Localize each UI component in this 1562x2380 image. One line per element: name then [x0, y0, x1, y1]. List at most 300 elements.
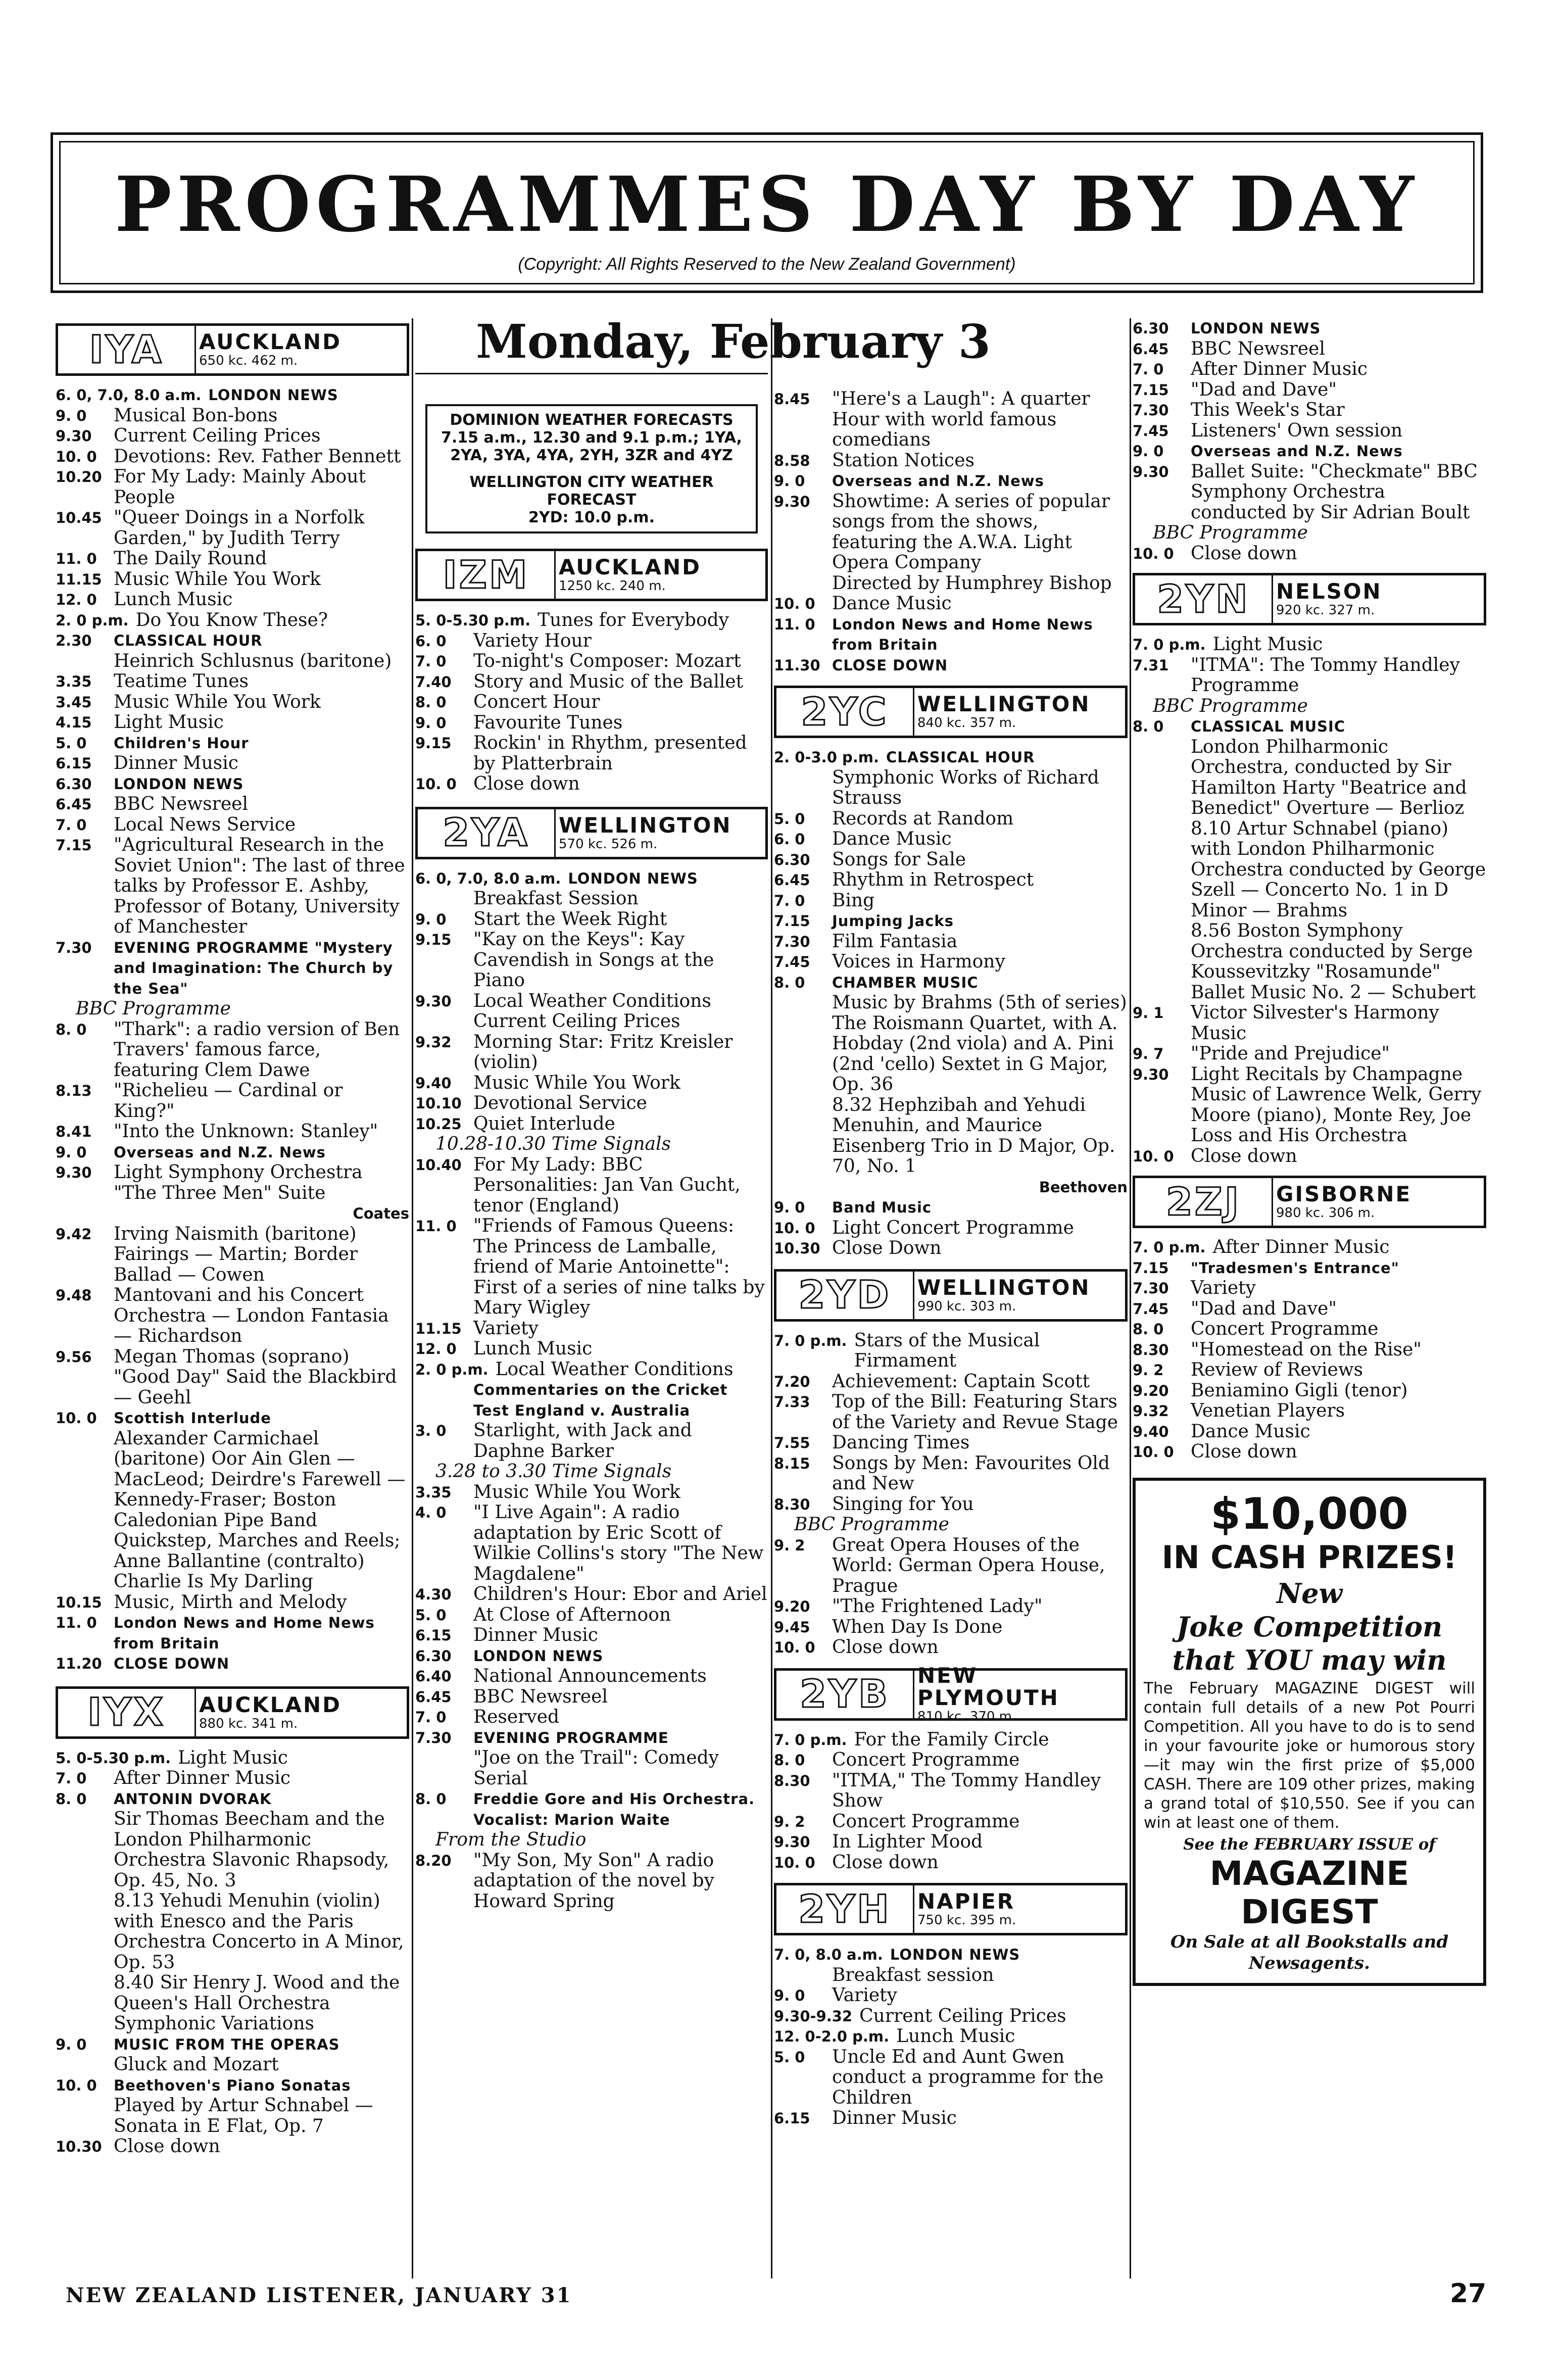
programme-time: 10.45 — [56, 509, 102, 526]
programme-time: 7.15 — [1133, 381, 1169, 399]
programme-time: 9.30 — [415, 992, 452, 1010]
programme-entry — [774, 1331, 1128, 1372]
programme-time — [1133, 819, 1191, 921]
station-city: WELLINGTON — [917, 692, 1091, 716]
programme-description: Music by Brahms (5th of series) The Roismann Quartet, with A. Hobday (2nd viola) and A. Pini (2nd 'cello) Sextet in G Major, Op. 36 — [832, 992, 1127, 1095]
ad-magazine-name-2: DIGEST — [1241, 1892, 1378, 1931]
programme-entry — [774, 952, 1128, 973]
ad-see-issue: See the FEBRUARY ISSUE of — [1183, 1835, 1436, 1854]
station-frequency: 750 kc. 395 m. — [917, 1913, 1016, 1928]
programme-entry — [56, 1347, 409, 1408]
programme-time: 9. 1 — [1133, 1004, 1164, 1022]
programme-time: 6.45 — [56, 796, 92, 813]
programme-entry — [56, 1408, 409, 1429]
programme-entry — [56, 1162, 409, 1203]
programme-description: 8.13 Yehudi Menuhin (violin) with Enesco and the Paris Orchestra Concerto in A Minor, Op. 53 — [114, 1890, 404, 1973]
programme-description: Uncle Ed and Aunt Gwen conduct a programme for the Children — [832, 2046, 1104, 2108]
programme-entry — [56, 1613, 409, 1654]
programme-description: "Pride and Prejudice" — [1191, 1043, 1390, 1064]
programme-time: 8.13 — [56, 1082, 92, 1099]
programme-description: Variety — [1191, 1278, 1256, 1298]
programme-description: Achievement: Captain Scott — [832, 1371, 1090, 1392]
programme-time: 8. 0 — [774, 974, 805, 991]
programme-description: Voices in Harmony — [832, 951, 1005, 972]
programme-description: Directed by Humphrey Bishop — [832, 572, 1112, 594]
programme-description: "The Frightened Lady" — [832, 1596, 1043, 1617]
programme-entry — [56, 2034, 409, 2055]
programme-list — [774, 1945, 1128, 2129]
programme-description: LONDON NEWS — [568, 869, 698, 887]
programme-time: 7. 0 p.m. — [774, 1731, 847, 1748]
programme-description: 8.10 Artur Schnabel (piano) with London Philharmonic Orchestra conducted by George Szell — Concerto No. 1 in D Minor — Brahms — [1191, 818, 1486, 921]
station-banner-1ya — [56, 323, 409, 376]
programme-entry — [774, 471, 1128, 492]
station-banner-1zm — [415, 549, 768, 601]
programme-entry — [415, 1707, 768, 1728]
programme-description: Top of the Bill: Featuring Stars of the Variety and Revue Stage — [832, 1391, 1118, 1433]
programme-description: Start the Week Right — [473, 908, 667, 930]
programme-entry — [774, 1617, 1128, 1638]
programme-time: 7. 0, 8.0 a.m. — [774, 1946, 883, 1963]
programme-entry — [415, 1073, 768, 1094]
weather-forecast-box — [425, 404, 758, 533]
programme-description: Lunch Music — [114, 589, 233, 610]
programme-description: "Kay on the Keys": Kay Cavendish in Songs at the Piano — [473, 929, 714, 991]
programme-time: 9. 0 — [774, 1987, 805, 2004]
programme-entry — [774, 2047, 1128, 2109]
programme-entry — [774, 2006, 1128, 2027]
programme-time: 9. 0 — [774, 1199, 805, 1216]
programme-time: 10. 0 — [774, 1854, 815, 1871]
programme-entry — [1133, 318, 1486, 339]
programme-description: Sir Thomas Beecham and the London Philharmonic Orchestra Slavonic Rhapsody, Op. 45, No. 3 — [114, 1809, 389, 1891]
programme-entry — [56, 1122, 409, 1142]
programme-time: 7.30 — [1133, 1280, 1169, 1297]
station-city: WELLINGTON — [559, 812, 732, 838]
programme-time: 8. 0 — [56, 1790, 87, 1808]
programme-entry — [774, 809, 1128, 830]
programme-description: Variety Hour — [473, 630, 592, 651]
programme-entry — [774, 2108, 1128, 2129]
programme-note: BBC Programme — [1153, 522, 1308, 543]
programme-description: Beethoven's Piano Sonatas — [114, 2076, 351, 2094]
programme-time: 2. 0 p.m. — [56, 611, 129, 629]
programme-entry — [1133, 1278, 1486, 1299]
programme-time: 10.15 — [56, 1593, 102, 1611]
programme-entry — [415, 651, 768, 672]
programme-entry — [56, 774, 409, 795]
programme-description: LONDON NEWS — [473, 1647, 604, 1665]
programme-entry — [56, 753, 409, 774]
programme-description: Breakfast Session — [473, 888, 639, 909]
programme-time: 9. 0 — [774, 472, 805, 490]
programme-time — [774, 1095, 832, 1177]
programme-time: 8.20 — [415, 1852, 452, 1869]
programme-description: Ballet Suite: "Checkmate" BBC Symphony Orchestra conducted by Sir Adrian Boult — [1191, 461, 1478, 523]
programme-time: 7.31 — [1133, 656, 1169, 674]
programme-time: 10.20 — [56, 468, 102, 485]
programme-entry — [415, 1421, 768, 1462]
station-frequency: 840 kc. 357 m. — [917, 715, 1016, 731]
programme-description: Children's Hour: Ebor and Ariel — [473, 1584, 767, 1605]
programme-time — [56, 2055, 114, 2075]
programme-description: Favourite Tunes — [473, 712, 623, 733]
station-banner-1yx — [56, 1686, 409, 1739]
programme-description: CLASSICAL HOUR — [886, 749, 1035, 766]
station-banner-2yd — [774, 1269, 1128, 1322]
programme-time — [56, 651, 114, 672]
programme-description: Close down — [1191, 1441, 1297, 1462]
programme-time: 9. 0 — [56, 2035, 87, 2053]
programme-time: 9.15 — [415, 931, 452, 948]
programme-time: 9. 2 — [1133, 1362, 1164, 1379]
programme-time: 9.40 — [415, 1074, 452, 1092]
programme-description: Irving Naismith (baritone) Fairings — Martin; Border Ballad — Cowen — [114, 1223, 358, 1285]
programme-description: LONDON NEWS — [1191, 320, 1321, 337]
programme-description: London News and Home News from Britain — [114, 1614, 375, 1652]
programme-description: Concert Programme — [832, 1811, 1020, 1832]
programme-description: CLASSICAL HOUR — [114, 632, 263, 649]
programme-entry — [56, 712, 409, 733]
programme-time: 3.35 — [415, 1483, 452, 1501]
programme-description: Overseas and N.Z. News — [832, 472, 1044, 490]
programme-entry — [56, 630, 409, 651]
programme-entry — [415, 1093, 768, 1114]
programme-entry — [1133, 544, 1486, 564]
programme-time: 7. 0 — [56, 816, 87, 834]
programme-description: Records at Random — [832, 808, 1014, 829]
programme-entry — [774, 1197, 1128, 1218]
programme-description: BBC Newsreel — [114, 794, 248, 814]
programme-time: 9. 2 — [774, 1536, 805, 1554]
programme-entry — [415, 692, 768, 713]
programme-time: 8.58 — [774, 452, 810, 469]
programme-entry — [56, 1891, 409, 1973]
programme-description: Devotional Service — [473, 1093, 647, 1113]
programme-entry — [56, 2075, 409, 2096]
programme-description: Light Music — [178, 1747, 288, 1768]
programme-time: 7.15 — [774, 912, 810, 930]
column-rule — [771, 318, 772, 2278]
programme-entry — [1133, 1360, 1486, 1381]
programme-entry — [774, 1730, 1128, 1751]
station-info — [1272, 575, 1484, 623]
programme-entry — [415, 1625, 768, 1646]
weather-times: 7.15 a.m., 12.30 and 9.1 p.m.; 1YA, 2YA, 3YA, 4YA, 2YH, 3ZR and 4YZ — [441, 429, 742, 464]
programme-entry — [1133, 1299, 1486, 1320]
station-frequency: 1250 kc. 240 m. — [559, 578, 666, 594]
programme-description: Victor Silvester's Harmony Music — [1191, 1002, 1439, 1044]
programme-description: National Announcements — [473, 1666, 707, 1686]
programme-time: 7.55 — [774, 1434, 810, 1451]
masthead — [51, 132, 1483, 293]
programme-description: Lunch Music — [896, 2026, 1015, 2047]
programme-list — [1133, 1237, 1486, 1463]
programme-time: 6.15 — [774, 2110, 810, 2127]
programme-entry — [774, 1965, 1128, 1986]
programme-time: 9.30-9.32 — [774, 2007, 853, 2025]
page-number: 27 — [1450, 2278, 1487, 2309]
ad-headline-3: that YOU may win — [1172, 1643, 1447, 1676]
programme-time: 4.15 — [56, 714, 92, 731]
programme-time: 8. 0 — [1133, 718, 1164, 735]
station-call-sign: IZM — [443, 552, 529, 597]
programme-time: 10.10 — [415, 1095, 462, 1112]
programme-entry — [56, 1789, 409, 1810]
programme-time: 7.20 — [774, 1373, 810, 1390]
programme-description: Breakfast session — [832, 1964, 994, 1985]
programme-entry — [774, 829, 1128, 850]
programme-description: "I Live Again": A radio adaptation by Eric Scott of Wilkie Collins's story "The New Magdalene" — [473, 1502, 764, 1584]
masthead-inner-border — [59, 141, 1475, 284]
programme-entry — [56, 385, 409, 406]
programme-time: 6.30 — [774, 851, 810, 868]
programme-description: Symphonic Works of Richard Strauss — [832, 767, 1099, 808]
station-info — [913, 1885, 1125, 1933]
programme-description: Commentaries on the Cricket Test England v. Australia — [473, 1381, 728, 1419]
programme-entry — [774, 1218, 1128, 1239]
programme-time — [56, 2096, 114, 2136]
programme-description: After Dinner Music — [1191, 359, 1368, 379]
programme-time: 10. 0 — [56, 2076, 97, 2094]
programme-time: 12. 0-2.0 p.m. — [774, 2028, 890, 2045]
programme-time: 10. 0 — [1133, 545, 1174, 562]
programme-entry — [56, 1019, 409, 1081]
programme-description: Dance Music — [1191, 1421, 1310, 1442]
programme-entry — [1133, 1003, 1486, 1044]
programme-description: Close down — [114, 2136, 220, 2157]
programme-time: 6. 0 — [415, 632, 447, 650]
programme-entry — [1133, 1442, 1486, 1463]
programme-description: Do You Know These? — [135, 609, 328, 630]
programme-description: Music While You Work — [114, 691, 321, 712]
programme-time — [415, 889, 473, 909]
programme-time: 7.15 — [56, 837, 92, 854]
programme-description: Mantovani and his Concert Orchestra — London Fantasia — Richardson — [114, 1285, 389, 1346]
column-1 — [56, 318, 409, 2157]
programme-time: 9. 7 — [1133, 1045, 1164, 1062]
programme-time: 5. 0 — [56, 734, 87, 752]
programme-description: Close down — [1191, 543, 1297, 564]
programme-time: 2.30 — [56, 632, 92, 649]
station-call-sign: IYX — [87, 1689, 165, 1735]
programme-time: 9.42 — [56, 1225, 92, 1243]
programme-entry — [415, 1482, 768, 1503]
programme-time: 6.30 — [56, 775, 92, 793]
programme-time: 9. 0 — [56, 1143, 87, 1161]
programme-entry — [1133, 462, 1486, 523]
programme-description: Venetian Players — [1191, 1400, 1345, 1421]
programme-time: 9.30 — [1133, 463, 1169, 480]
programme-time: 9.30 — [774, 493, 810, 510]
programme-entry — [415, 1748, 768, 1789]
programme-time — [56, 1809, 114, 1891]
programme-description: MUSIC FROM THE OPERAS — [114, 2035, 340, 2053]
programme-time — [1133, 737, 1191, 819]
programme-note: BBC Programme — [794, 1514, 949, 1535]
programme-description: Close Down — [832, 1238, 942, 1258]
programme-entry — [1133, 441, 1486, 462]
programme-entry — [1133, 1064, 1486, 1146]
programme-entry — [774, 655, 1128, 676]
programme-description: Scottish Interlude — [114, 1410, 271, 1427]
programme-time: 6. 0, 7.0, 8.0 a.m. — [415, 869, 561, 887]
programme-description: This Week's Star — [1191, 400, 1345, 420]
programme-description: Dance Music — [832, 593, 952, 614]
programme-entry — [774, 1372, 1128, 1392]
station-frequency: 810 kc. 370 m. — [917, 1709, 1016, 1724]
programme-description: Bing — [832, 890, 875, 911]
station-call-sign: IYA — [89, 326, 164, 372]
programme-entry — [774, 1238, 1128, 1259]
programme-description: BBC Newsreel — [473, 1686, 608, 1707]
column-4 — [1133, 318, 1486, 1986]
programme-entry — [56, 447, 409, 467]
programme-time: 4.30 — [415, 1586, 452, 1603]
programme-entry — [774, 1535, 1128, 1597]
programme-time: 12. 0 — [56, 591, 97, 608]
programme-time: 8. 0 — [1133, 1321, 1164, 1338]
programme-description: Concert Hour — [473, 692, 600, 712]
programme-time: 10.25 — [415, 1115, 462, 1133]
programme-entry — [415, 1216, 768, 1319]
programme-description: "Into the Unknown: Stanley" — [114, 1121, 378, 1142]
programme-note: 10.28-10.30 Time Signals — [435, 1134, 671, 1154]
programme-entry — [56, 508, 409, 549]
programme-description: Music While You Work — [473, 1072, 680, 1093]
programme-entry — [56, 1429, 409, 1592]
programme-list — [774, 1730, 1128, 1873]
programme-time: 10. 0 — [1133, 1147, 1174, 1165]
programme-description: EVENING PROGRAMME "Mystery and Imagination: The Church by the Sea" — [114, 939, 394, 997]
programme-description: Songs for Sale — [832, 849, 966, 870]
programme-entry — [415, 1319, 768, 1339]
programme-time: 9.20 — [1133, 1382, 1169, 1399]
programme-time: 10. 0 — [415, 775, 457, 793]
programme-description: Dinner Music — [473, 1625, 598, 1645]
programme-time: 7. 0 — [415, 653, 447, 670]
programme-entry — [56, 1142, 409, 1163]
programme-description: When Day Is Done — [832, 1616, 1003, 1637]
programme-entry — [415, 1728, 768, 1748]
programme-entry — [774, 1985, 1128, 2006]
programme-description: London Philharmonic Orchestra, conducted by Sir Hamilton Harty "Beatrice and Benedict" Overture — Berlioz — [1191, 736, 1467, 818]
programme-entry — [415, 889, 768, 909]
programme-entry — [56, 794, 409, 815]
programme-time: 7. 0 — [1133, 361, 1164, 378]
programme-entry — [56, 1654, 409, 1674]
programme-description: Review of Reviews — [1191, 1359, 1363, 1380]
programme-entry — [774, 1392, 1128, 1433]
programme-description: Heinrich Schlusnus (baritone) — [114, 650, 392, 671]
programme-description: Light Symphony Orchestra "The Three Men" Suite — [114, 1162, 363, 1203]
programme-description: Light Music — [1212, 634, 1323, 655]
programme-description: Story and Music of the Ballet — [473, 671, 744, 692]
programme-entry — [56, 569, 409, 590]
programme-description: Dance Music — [832, 829, 952, 849]
programme-time: 9. 2 — [774, 1813, 805, 1830]
programme-time: 7.30 — [415, 1729, 452, 1746]
programme-entry — [56, 549, 409, 569]
programme-entry — [415, 991, 768, 1032]
programme-time: 7.40 — [415, 673, 452, 691]
programme-description: Overseas and N.Z. News — [114, 1143, 326, 1161]
programme-time: 8.30 — [1133, 1341, 1169, 1358]
programme-time: 9.40 — [1133, 1423, 1169, 1440]
column-2 — [415, 384, 768, 1912]
city-weather-line: 2YD: 10.0 p.m. — [528, 509, 655, 526]
programme-description: "Queer Doings in a Norfolk Garden," by Judith Terry — [114, 507, 365, 549]
programme-time — [56, 1429, 114, 1592]
programme-description: BBC Newsreel — [1191, 338, 1325, 359]
programme-time: 12. 0 — [415, 1340, 457, 1357]
programme-time: 10. 0 — [774, 595, 815, 612]
programme-time: 10. 0 — [774, 1219, 815, 1237]
programme-description: 8.40 Sir Henry J. Wood and the Queen's Hall Orchestra Symphonic Variations — [114, 1972, 400, 2034]
programme-time: 9. 0 — [415, 910, 447, 928]
programme-time: 3.45 — [56, 693, 92, 711]
programme-entry — [1133, 400, 1486, 421]
programme-description: Variety — [473, 1318, 539, 1339]
station-frequency: 570 kc. 526 m. — [559, 836, 658, 852]
programme-time: 2. 0 p.m. — [415, 1361, 489, 1378]
programme-entry — [415, 1155, 768, 1217]
programme-entry — [415, 672, 768, 693]
programme-time: 9.32 — [415, 1033, 452, 1051]
station-banner-2yb — [774, 1663, 1128, 1724]
programme-time: 6.45 — [1133, 340, 1169, 358]
programme-description: Film Fantasia — [832, 931, 958, 952]
programme-entry — [774, 573, 1128, 594]
programme-entry — [415, 1666, 768, 1687]
ad-headline-2: Joke Competition — [1176, 1610, 1443, 1643]
programme-entry — [415, 1789, 768, 1830]
programme-time: 11. 0 — [56, 550, 97, 567]
programme-time: 8.30 — [774, 1495, 810, 1513]
programme-description: Current Ceiling Prices — [859, 2005, 1066, 2026]
programme-time: 9.56 — [56, 1348, 92, 1366]
programme-description: At Close of Afternoon — [473, 1604, 671, 1625]
programme-description: Concert Programme — [1191, 1319, 1379, 1339]
programme-time: 6.45 — [415, 1688, 452, 1706]
programme-description: For the Family Circle — [854, 1729, 1049, 1750]
programme-description: Lunch Music — [473, 1338, 593, 1359]
programme-note: BBC Programme — [1153, 695, 1308, 716]
programme-time: 11. 0 — [774, 615, 815, 633]
programme-description: "Homestead on the Rise" — [1191, 1339, 1422, 1360]
footer-publication: NEW ZEALAND LISTENER, JANUARY 31 — [66, 2284, 572, 2307]
programme-time: 9. 0 — [1133, 443, 1164, 460]
station-call-sign: 2YH — [798, 1886, 891, 1931]
programme-time: 10.40 — [415, 1156, 462, 1174]
station-call-sign: 2YB — [800, 1671, 890, 1717]
programme-description: London News and Home News from Britain — [832, 615, 1093, 653]
programme-time: 5. 0-5.30 p.m. — [56, 1749, 171, 1767]
programme-description: Dinner Music — [114, 753, 238, 773]
programme-time: 9.30 — [1133, 1065, 1169, 1083]
programme-description: Starlight, with Jack and Daphne Barker — [473, 1420, 692, 1462]
programme-description: LONDON NEWS — [208, 386, 338, 404]
programme-time: 11.15 — [56, 570, 102, 588]
station-info — [913, 688, 1125, 736]
programme-entry — [774, 1433, 1128, 1453]
programme-entry — [56, 733, 409, 754]
station-frequency: 650 kc. 462 m. — [199, 353, 298, 368]
programme-entry — [774, 1453, 1128, 1494]
programme-description: Showtime: A series of popular songs from the shows, featuring the A.W.A. Light Opera Company — [832, 491, 1110, 573]
programme-time: 9.45 — [774, 1618, 810, 1636]
programme-list — [1133, 318, 1486, 564]
